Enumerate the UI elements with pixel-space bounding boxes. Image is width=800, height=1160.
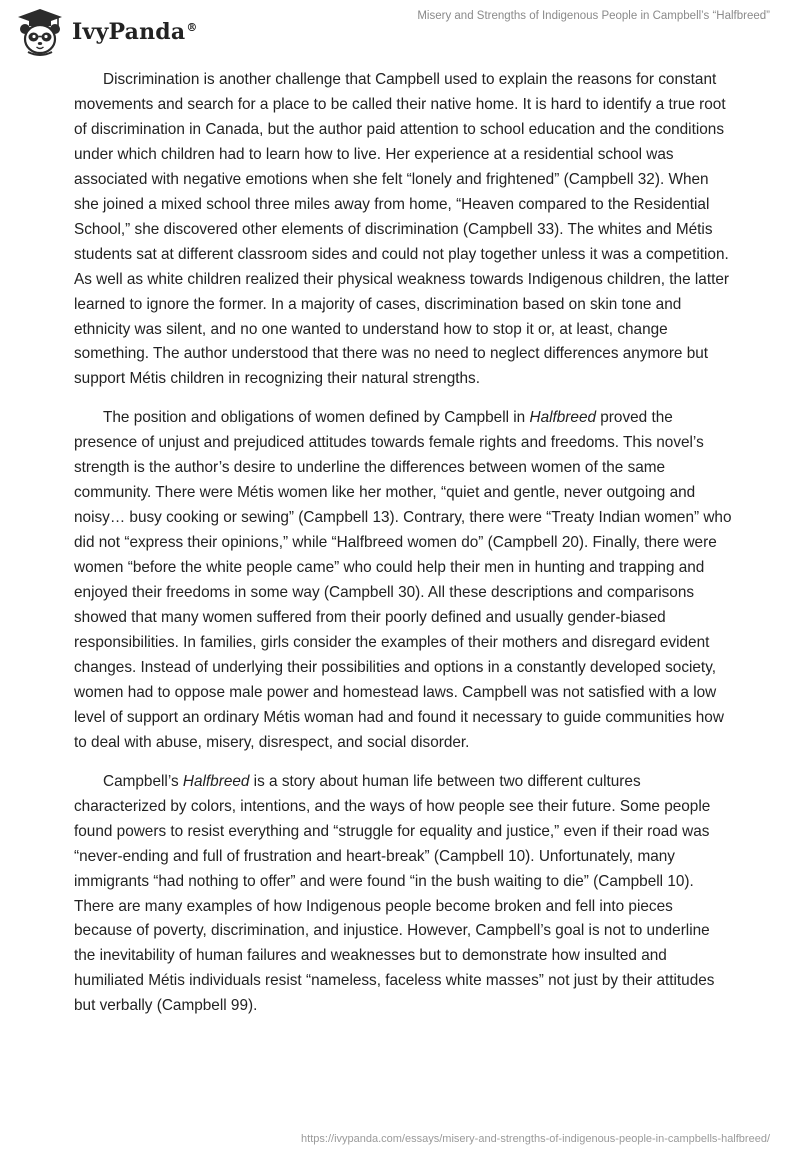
- paragraph-cultures: Campbell’s Halfbreed is a story about human life between two different cultures characterized by colors, intentions, and the ways of how people see their future. Some people found powers to resist everything and “struggle for equality and justice,” even if their road was “never-ending and full of frustration and heart-break” (Campbell 10). Unfortunately, many immigrants “had nothing to offer” and were found “in the bush waiting to die” (Campbell 10). There are many examples of how Indigenous people become broken and fell into pieces because of poverty, discrimination, and injustice. However, Campbell’s goal is not to underline the inevitability of human failures and weaknesses but to demonstrate how insulted and humiliated Métis individuals resist “nameless, faceless white masses” not just by their attitudes but verbally (Campbell 99).: [74, 772, 715, 1015]
- source-url-link[interactable]: https://ivypanda.com/essays/misery-and-strengths-of-indigenous-people-in-campbells-halfbreed/: [301, 1133, 770, 1145]
- panda-graduate-icon: [14, 6, 66, 58]
- paragraph-women: The position and obligations of women defined by Campbell in Halfbreed proved the presence of unjust and prejudiced attitudes towards female rights and freedoms. This novel’s strength is the author’s desire to underline the differences between women of the same community. There were Métis women like her mother, “quiet and gentle, never outgoing and noisy… busy cooking or sewing” (Campbell 13). Contrary, there were “Treaty Indian women” who did not “express their opinions,” while “Halfbreed women do” (Campbell 20). Finally, there were women “before the white people came” who could help their men in hunting and trapping and enjoyed their freedoms in some way (Campbell 30). All these descriptions and comparisons showed that many women suffered from their poorly defined and usually gender-biased responsibilities. In families, girls consider the examples of their mothers and disregard evident changes. Instead of underlying their possibilities and options in a constantly developed society, women had to oppose male power and homestead laws. Campbell was not satisfied with a low level of support an ordinary Métis woman had and found it necessary to guide communities how to deal with abuse, misery, disrespect, and social disorder.: [74, 409, 732, 751]
- book-title-italic: Halfbreed: [529, 409, 597, 427]
- page-header: [0, 0, 800, 60]
- essay-body: [74, 68, 734, 1033]
- paragraph-discrimination: Discrimination is another challenge that Campbell used to explain the reasons for constant movements and search for a place to be called their native home. It is hard to identify a true root of discrimination in Canada, but the author paid attention to school education and the conditions under which children had to learn how to live. Her experience at a residential school was associated with negative emotions when she felt “lonely and frightened” (Campbell 32). When she joined a mixed school three miles away from home, “Heaven compared to the Residential School,” she discovered other elements of discrimination (Campbell 33). The whites and Métis students sat at different classroom sides and could not play together unless it was a competition. As well as white children realized their physical weakness towards Indigenous children, the latter learned to ignore the former. In a majority of cases, discrimination based on skin tone and ethnicity was silent, and no one wanted to understand how to stop it or, at least, change something. The author understood that there was no need to neglect differences anymore but support Métis children in recognizing their natural strengths.: [74, 71, 730, 388]
- ivypanda-logo[interactable]: [14, 6, 198, 58]
- document-title: Misery and Strengths of Indigenous People in Campbell’s “Halfbreed”: [417, 10, 770, 22]
- book-title-italic: Halfbreed: [182, 772, 250, 790]
- logo-text: IvyPanda®: [72, 19, 198, 45]
